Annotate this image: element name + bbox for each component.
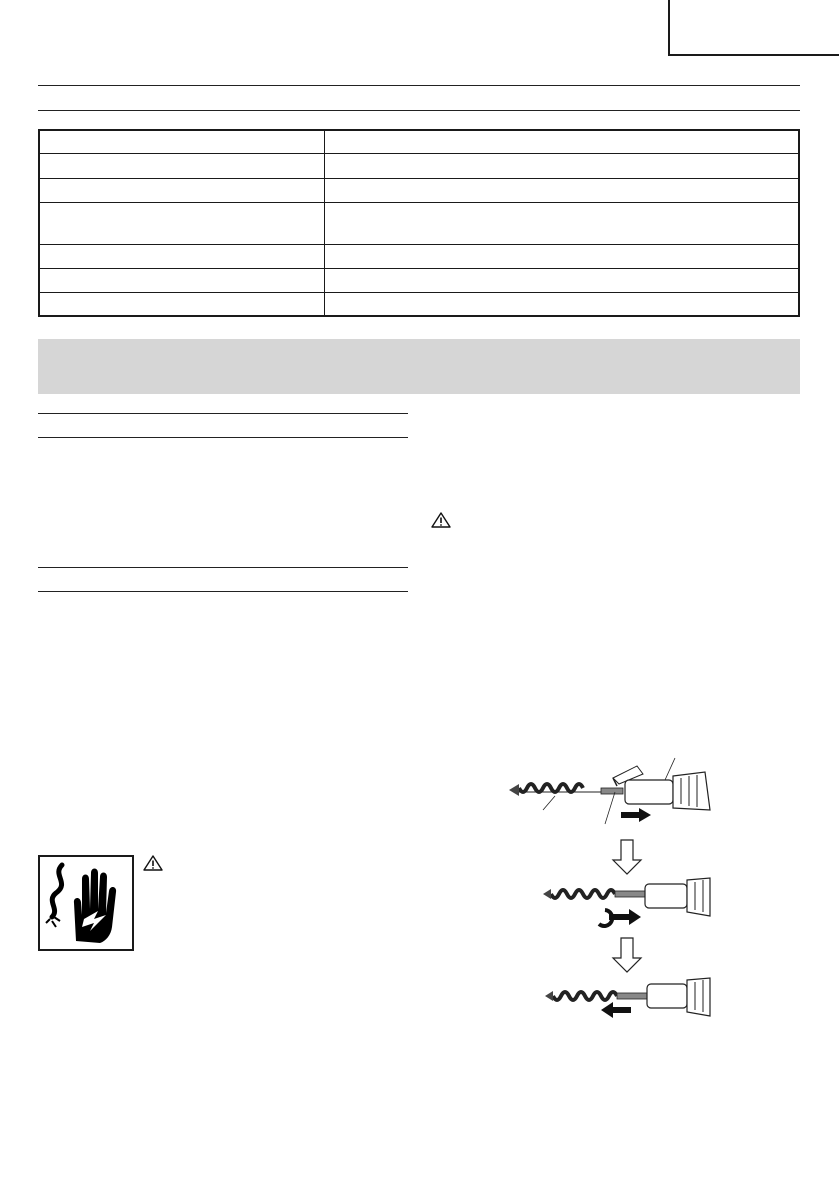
language-tab	[668, 0, 839, 56]
table-row	[39, 153, 799, 178]
left-section-1-top-rule	[38, 413, 408, 414]
spec-value	[325, 153, 800, 178]
left-section-2-top-rule	[38, 567, 408, 568]
spec-label	[39, 178, 325, 202]
electric-shock-hand-icon	[40, 857, 132, 949]
step-rotate-illustration	[543, 878, 710, 926]
spec-value	[325, 130, 800, 153]
section-banner	[38, 339, 800, 394]
spec-value	[325, 292, 800, 316]
title-top-rule	[38, 85, 800, 86]
table-row	[39, 292, 799, 316]
spec-label	[39, 202, 325, 244]
table-row	[39, 178, 799, 202]
spec-label	[39, 130, 325, 153]
spec-label	[39, 268, 325, 292]
down-arrow-icon	[613, 840, 641, 874]
step-insert-illustration	[509, 758, 710, 824]
table-row	[39, 268, 799, 292]
spec-value	[325, 244, 800, 268]
spec-value	[325, 178, 800, 202]
left-section-1-bottom-rule	[38, 437, 408, 438]
table-row	[39, 130, 799, 153]
warning-triangle-icon	[143, 855, 163, 871]
spec-label	[39, 244, 325, 268]
spec-label	[39, 153, 325, 178]
shock-hazard-symbol	[38, 855, 134, 951]
left-section-2-bottom-rule	[38, 591, 408, 592]
specifications-table	[38, 129, 800, 317]
step-pull-back-illustration	[545, 978, 710, 1018]
spec-value	[325, 268, 800, 292]
spec-label	[39, 292, 325, 316]
drill-bit-insertion-diagram	[505, 748, 720, 1023]
table-row	[39, 244, 799, 268]
title-bottom-rule	[38, 110, 800, 111]
warning-triangle-icon	[431, 512, 451, 528]
spec-value	[325, 202, 800, 244]
down-arrow-icon	[613, 938, 641, 972]
table-row	[39, 202, 799, 244]
